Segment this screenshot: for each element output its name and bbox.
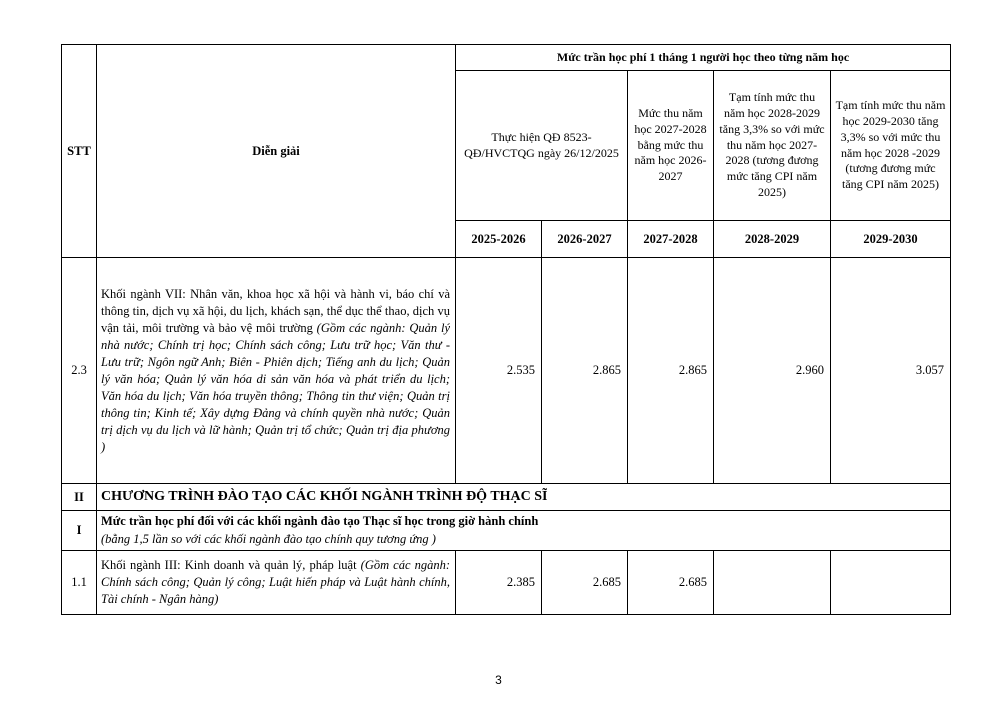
description-majors: (Gồm các ngành: Quản lý nhà nước; Chính trị học; Chính sách công; Lưu trữ học; Văn thư - Lưu trữ; Ngôn ngữ Anh; Biên - Phiên dịch; Tiếng anh du lịch; Quản lý văn hóa; Quản lý văn hóa di sản văn hóa và phát triển du lịch; Văn hóa du lịch; Văn hóa truyền thông; Thông tin thư viện; Quản trị thông tin; Kinh tế; Xây dựng Đảng và chính quyền nhà nước; Quản trị dịch vụ du lịch và lữ hành; Quản trị tổ chức; Quản trị địa phương ): [101, 320, 450, 454]
header-year: 2029-2030: [831, 221, 951, 258]
fee-value: 3.057: [831, 258, 951, 484]
fee-value: 2.960: [714, 258, 831, 484]
fee-value: 2.865: [542, 258, 628, 484]
header-year: 2025-2026: [456, 221, 542, 258]
section-title: CHƯƠNG TRÌNH ĐÀO TẠO CÁC KHỐI NGÀNH TRÌNH ĐỘ THẠC SĨ: [97, 484, 951, 511]
header-dien-giai: Diễn giải: [97, 45, 456, 258]
subsection-note: (bằng 1,5 lần so với các khối ngành đào tạo chính quy tương ứng ): [101, 531, 436, 546]
subsection-heading: [97, 511, 951, 551]
tuition-fee-table: [61, 44, 951, 615]
fee-value: [714, 551, 831, 615]
fee-value: 2.685: [628, 551, 714, 615]
fee-value: 2.535: [456, 258, 542, 484]
header-col-2029-2030: Tạm tính mức thu năm học 2029-2030 tăng 3,3% so với mức thu năm học 2028 -2029 (tương đương mức tăng CPI năm 2025): [831, 71, 951, 221]
row-stt: 1.1: [62, 551, 97, 615]
fee-value: 2.385: [456, 551, 542, 615]
section-number: II: [62, 484, 97, 511]
description-majors: (Gồm các ngành: Chính sách công; Quản lý công; Luật hiến pháp và Luật hành chính, Tài chính - Ngân hàng): [101, 558, 451, 606]
subsection-title: Mức trần học phí đối với các khối ngành đào tạo Thạc sĩ học trong giờ hành chính: [101, 514, 539, 528]
header-qd-8523: Thực hiện QĐ 8523-QĐ/HVCTQG ngày 26/12/2025: [456, 71, 628, 221]
header-col-2027-2028: Mức thu năm học 2027-2028 bằng mức thu năm học 2026-2027: [628, 71, 714, 221]
header-year: 2028-2029: [714, 221, 831, 258]
header-col-2028-2029: Tạm tính mức thu năm học 2028-2029 tăng 3,3% so với mức thu năm học 2027-2028 (tương đương mức tăng CPI năm 2025): [714, 71, 831, 221]
fee-value: 2.685: [542, 551, 628, 615]
row-description: [97, 551, 456, 615]
header-year: 2027-2028: [628, 221, 714, 258]
fee-value: [831, 551, 951, 615]
header-stt: STT: [62, 45, 97, 258]
table-row: [62, 551, 951, 615]
page-number: 3: [495, 673, 502, 687]
description-main: Khối ngành VII: Nhân văn, khoa học xã hội và hành vi, báo chí và thông tin, dịch vụ xã hội, du lịch, khách sạn, thể dục thể thao, dịch vụ vận tải, môi trường và bảo vệ môi trường: [101, 286, 450, 335]
row-description: [97, 258, 456, 484]
header-group-title: Mức trần học phí 1 tháng 1 người học theo từng năm học: [456, 45, 951, 71]
subsection-row: [62, 511, 951, 551]
header-year: 2026-2027: [542, 221, 628, 258]
subsection-number: I: [62, 511, 97, 551]
fee-value: 2.865: [628, 258, 714, 484]
description-main: Khối ngành III: Kinh doanh và quản lý, pháp luật: [101, 558, 357, 572]
row-stt: 2.3: [62, 258, 97, 484]
table-row: [62, 258, 951, 484]
section-row: [62, 484, 951, 511]
